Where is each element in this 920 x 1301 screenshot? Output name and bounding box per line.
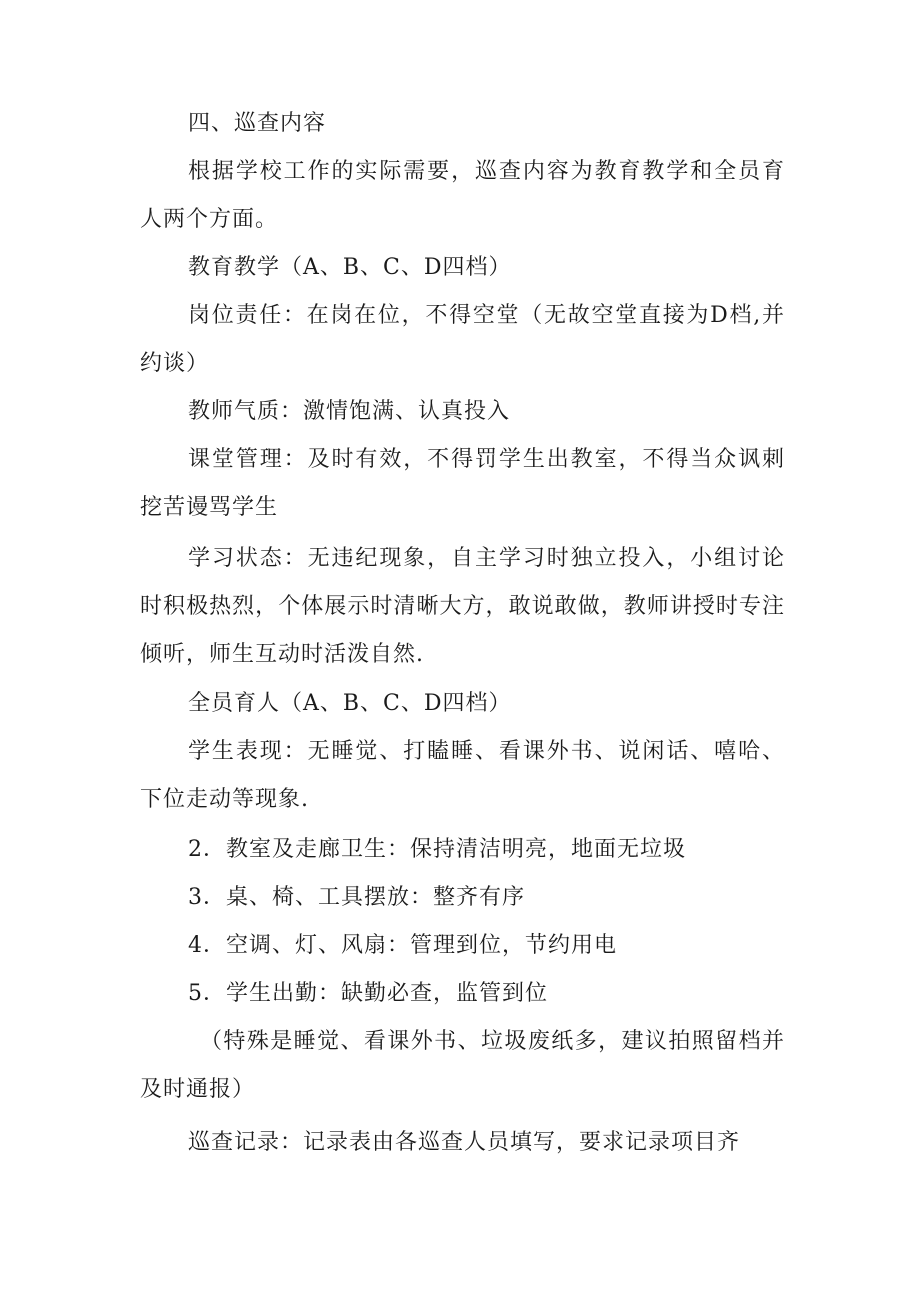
subheading: 教育教学（A、B、C、D四档） — [188, 255, 512, 280]
subheading: 全员育人（A、B、C、D四档） — [188, 691, 512, 716]
list-item: 5．学生出勤：缺勤必查，监管到位 — [188, 981, 548, 1006]
paragraph: 根据学校工作的实际需要，巡查内容为教育教学和全员育人两个方面。 — [140, 159, 785, 232]
paragraph: 教师气质：激情饱满、认真投入 — [188, 399, 511, 424]
paragraph: 巡查记录：记录表由各巡查人员填写，要求记录项目齐 — [188, 1130, 741, 1155]
list-item: 2．教室及走廊卫生：保持清洁明亮，地面无垃圾 — [188, 837, 686, 862]
paragraph: 学生表现：无睡觉、打瞌睡、看课外书、说闲话、嘻哈、下位走动等现象. — [140, 739, 785, 812]
list-item: 3．桌、椅、工具摆放：整齐有序 — [188, 885, 525, 910]
paragraph: 课堂管理：及时有效，不得罚学生出教室，不得当众讽刺挖苦谩骂学生 — [140, 447, 785, 520]
list-item: 4．空调、灯、风扇：管理到位，节约用电 — [188, 933, 617, 958]
paragraph: 岗位责任：在岗在位，不得空堂（无故空堂直接为D档,并约谈） — [140, 303, 785, 376]
section-heading: 四、巡查内容 — [188, 111, 327, 136]
note-paragraph: （特殊是睡觉、看课外书、垃圾废纸多，建议拍照留档并及时通报） — [140, 1029, 785, 1102]
paragraph: 学习状态：无违纪现象，自主学习时独立投入，小组讨论时积极热烈，个体展示时清晰大方，敢说敢做，教师讲授时专注倾听，师生互动时活泼自然. — [140, 546, 785, 667]
